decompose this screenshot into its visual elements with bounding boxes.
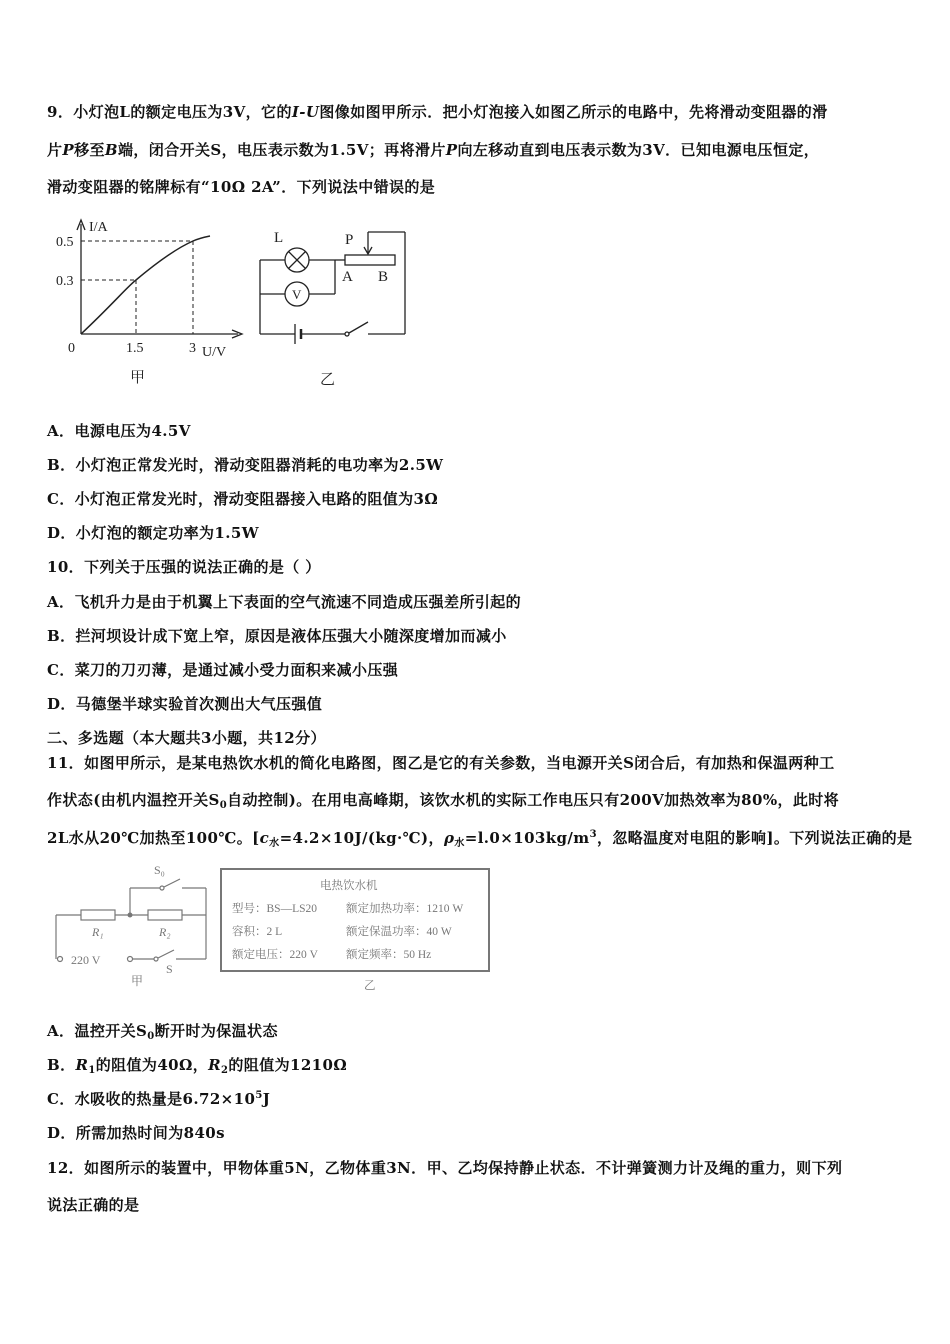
q9-option-d: D．小灯泡的额定功率为1.5W	[47, 524, 259, 542]
y-tick-0.3: 0.3	[56, 274, 74, 289]
q10-option-c: C．菜刀的刀刃薄，是通过减小受力面积来减小压强	[47, 661, 399, 679]
switch-icon	[349, 322, 368, 333]
param-voltage: 额定电压：220 V	[232, 949, 318, 961]
r1-label: R₁	[92, 925, 104, 939]
param-capacity: 容积：2 L	[232, 926, 283, 938]
terminal-right	[128, 957, 133, 962]
q11-option-d: D．所需加热时间为840s	[47, 1124, 225, 1142]
q11-stem-line2: 作状态(由机内温控开关$S_0$自动控制)。在用电高峰期，该饮水机的实际工作电压只有200V加热效率为80%，此时将	[47, 791, 840, 811]
param-frequency: 额定频率：50 Hz	[346, 949, 432, 961]
q11-stem-line1: 11．如图甲所示，是某电热饮水机的简化电路图，图乙是它的有关参数，当电源开关S闭合后，有加热和保温两种工	[47, 754, 835, 772]
x-tick-3: 3	[189, 341, 196, 356]
q12-stem-line2: 说法正确的是	[47, 1196, 140, 1214]
q11-option-a: A．温控开关$S_0$断开时为保温状态	[47, 1022, 278, 1042]
q11-stem-line3: 2L水从20℃加热至100℃。[$c_水=4.2\times 10J/(kg\cdot℃)$，$\rho_水=l.0\times 103kg/m^3$，忽略温度对电阻的影响]。下列说法正确的是	[47, 829, 913, 849]
section-heading: 二、多选题（本大题共3小题，共12分）	[47, 729, 326, 747]
switch-contact	[345, 332, 349, 336]
q10-option-a: A．飞机升力是由于机翼上下表面的空气流速不同造成压强差所引起的	[47, 593, 522, 611]
y-axis-label: I/A	[89, 220, 108, 235]
q9-stem-line2: 片P移至B端，闭合开关S，电压表示数为1.5V；再将滑片P向左移动直到电压表示数为3V．已知电源电压恒定，	[47, 141, 820, 159]
heater-params-figure	[218, 865, 494, 993]
param-keepwarm-power: 额定保温功率：40 W	[346, 926, 452, 938]
params-caption: 乙	[364, 980, 376, 992]
circuit-caption: 乙	[320, 372, 336, 388]
q9-option-a: A．电源电压为4.5V	[47, 422, 191, 440]
graph-caption: 甲	[130, 370, 146, 386]
q9-stem-line1: 9．小灯泡L的额定电压为3V，它的I-U图像如图甲所示．把小灯泡接入如图乙所示的电路中，先将滑动变阻器的滑	[47, 103, 828, 121]
switch-s-icon	[158, 950, 174, 958]
param-model: 型号：BS—LS20	[232, 903, 317, 915]
switch-s-label: S	[166, 962, 173, 976]
source-label: 220 V	[71, 953, 101, 967]
rheostat-end-a: A	[342, 269, 353, 285]
x-tick-1.5: 1.5	[126, 341, 144, 356]
heater-circuit-figure	[48, 860, 218, 990]
voltmeter-label: V	[292, 287, 302, 302]
rheostat-icon	[345, 255, 395, 265]
params-title: 电热饮水机	[320, 880, 378, 892]
r2-label: R₂	[159, 925, 171, 939]
lamp-circuit-figure	[250, 222, 420, 390]
q11-option-c: C．水吸收的热量是$6.72\times 10^5J$	[47, 1090, 271, 1108]
junction-dot	[128, 913, 133, 918]
iu-curve	[81, 236, 210, 334]
q10-option-b: B．拦河坝设计成下宽上窄，原因是液体压强大小随深度增加而减小	[47, 627, 507, 645]
switch-s0-label: S₀	[154, 863, 165, 877]
q10-option-d: D．马德堡半球实验首次测出大气压强值	[47, 695, 323, 713]
slider-label: P	[345, 232, 354, 248]
terminal-left	[58, 957, 63, 962]
x-axis-label: U/V	[202, 345, 227, 360]
param-heating-power: 额定加热功率：1210 W	[346, 903, 464, 915]
q9-option-b: B．小灯泡正常发光时，滑动变阻器消耗的电功率为2.5W	[47, 456, 444, 474]
origin-label: 0	[68, 341, 75, 356]
q9-option-c: C．小灯泡正常发光时，滑动变阻器接入电路的阻值为3Ω	[47, 490, 439, 508]
resistor-r1-icon	[81, 910, 115, 920]
q11-option-b: B．$R_1$的阻值为40Ω，$R_2$的阻值为1210Ω	[47, 1056, 348, 1076]
rheostat-end-b: B	[378, 269, 389, 285]
switch-s0-icon	[164, 879, 180, 887]
lamp-label: L	[274, 230, 284, 246]
heater-circuit-caption: 甲	[131, 974, 144, 988]
q12-stem-line1: 12．如图所示的装置中，甲物体重5N，乙物体重3N．甲、乙均保持静止状态．不计弹簧测力计及绳的重力，则下列	[47, 1159, 843, 1177]
q9-stem-line3: 滑动变阻器的铭牌标有“10Ω 2A”．下列说法中错误的是	[47, 178, 436, 196]
y-tick-0.5: 0.5	[56, 235, 74, 250]
q10-stem: 10．下列关于压强的说法正确的是（ ）	[47, 558, 321, 576]
iu-graph-figure	[50, 212, 250, 390]
resistor-r2-icon	[148, 910, 182, 920]
